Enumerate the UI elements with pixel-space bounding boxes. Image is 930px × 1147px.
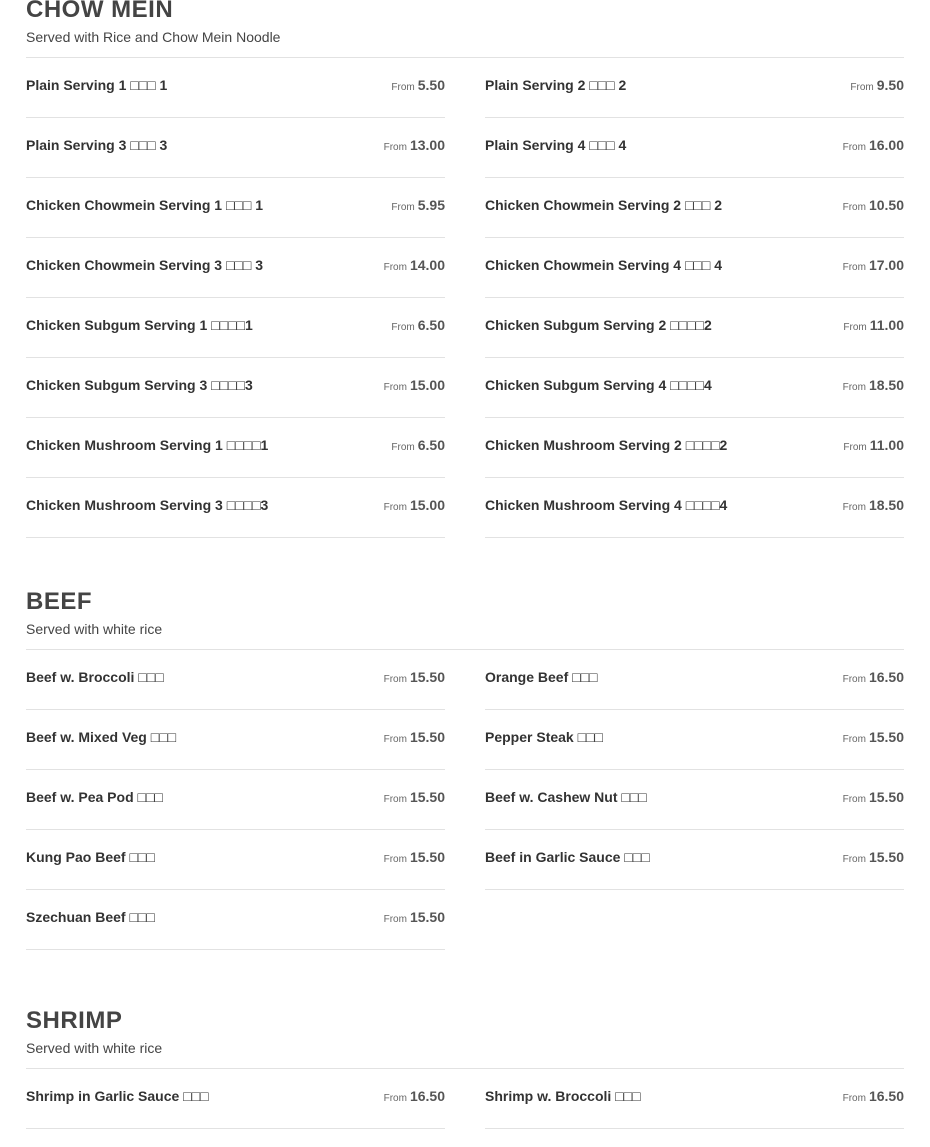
price-from-label: From [383, 1093, 407, 1104]
item-name: Shrimp in Garlic Sauce □□□ [26, 1088, 209, 1104]
menu-item[interactable] [26, 1069, 445, 1129]
menu-item[interactable] [485, 238, 904, 298]
price-value: 15.50 [409, 789, 445, 805]
price-from-label: From [383, 734, 407, 745]
item-price [843, 496, 904, 517]
item-name: Shrimp w. Broccoli □□□ [485, 1088, 641, 1104]
menu-item[interactable] [485, 178, 904, 238]
item-price [843, 788, 904, 809]
section-shrimp [26, 1007, 904, 1129]
item-name: Plain Serving 2 □□□ 2 [485, 77, 627, 93]
menu-grid [26, 58, 904, 538]
item-price [391, 316, 445, 337]
price-from-label: From [383, 382, 407, 393]
item-price [843, 1087, 904, 1108]
price-value: 16.50 [868, 669, 904, 685]
price-from-label: From [842, 794, 866, 805]
menu-item[interactable] [26, 830, 445, 890]
item-name: Chicken Chowmein Serving 1 □□□ 1 [26, 197, 263, 213]
item-name: Pepper Steak □□□ [485, 729, 603, 745]
item-name: Chicken Chowmein Serving 2 □□□ 2 [485, 197, 722, 213]
item-name: Plain Serving 1 □□□ 1 [26, 77, 168, 93]
menu-item[interactable] [26, 478, 445, 538]
price-value: 11.00 [869, 317, 904, 333]
item-price [384, 376, 445, 397]
section-subtitle: Served with white rice [26, 621, 163, 637]
menu-item[interactable] [26, 58, 445, 118]
section-title: BEEF [26, 588, 93, 615]
item-name: Beef w. Broccoli □□□ [26, 669, 164, 685]
item-name: Plain Serving 4 □□□ 4 [485, 137, 627, 153]
menu-item[interactable] [26, 890, 445, 950]
menu-item[interactable] [485, 118, 904, 178]
item-price [384, 496, 445, 517]
item-name: Chicken Mushroom Serving 2 □□□□2 [485, 437, 728, 453]
menu-item[interactable] [26, 358, 445, 418]
price-value: 6.50 [417, 317, 445, 333]
menu-item[interactable] [485, 478, 904, 538]
price-from-label: From [850, 82, 874, 93]
menu-item[interactable] [26, 118, 445, 178]
price-value: 15.50 [868, 849, 904, 865]
item-name: Chicken Subgum Serving 3 □□□□3 [26, 377, 253, 393]
price-from-label: From [383, 854, 407, 865]
price-from-label: From [842, 502, 866, 513]
item-price [843, 256, 904, 277]
item-price [384, 256, 445, 277]
price-from-label: From [842, 1093, 866, 1104]
item-price [391, 196, 445, 217]
menu-grid [26, 1069, 904, 1129]
item-name: Beef w. Pea Pod □□□ [26, 789, 163, 805]
price-value: 15.50 [868, 789, 904, 805]
item-name: Chicken Subgum Serving 1 □□□□1 [26, 317, 253, 333]
price-value: 16.00 [868, 137, 904, 153]
price-value: 5.50 [417, 77, 445, 93]
price-from-label: From [842, 734, 866, 745]
section-subtitle: Served with Rice and Chow Mein Noodle [26, 29, 281, 45]
price-value: 15.50 [409, 849, 445, 865]
item-price [384, 1087, 445, 1108]
item-price [843, 376, 904, 397]
price-value: 6.50 [417, 437, 445, 453]
price-value: 9.50 [876, 77, 904, 93]
price-value: 5.95 [417, 197, 445, 213]
item-name: Beef in Garlic Sauce □□□ [485, 849, 650, 865]
item-name: Kung Pao Beef □□□ [26, 849, 155, 865]
item-name: Chicken Mushroom Serving 3 □□□□3 [26, 497, 269, 513]
price-from-label: From [842, 142, 866, 153]
price-value: 16.50 [409, 1088, 445, 1104]
item-price [843, 196, 904, 217]
price-from-label: From [842, 202, 866, 213]
section-subtitle: Served with white rice [26, 1040, 163, 1056]
price-from-label: From [842, 382, 866, 393]
menu-item[interactable] [485, 418, 904, 478]
price-from-label: From [383, 914, 407, 925]
item-price [391, 436, 445, 457]
section-beef [26, 588, 904, 950]
price-from-label: From [391, 202, 415, 213]
item-name: Chicken Subgum Serving 4 □□□□4 [485, 377, 712, 393]
price-value: 11.00 [869, 437, 904, 453]
price-value: 15.00 [409, 377, 445, 393]
item-price [843, 668, 904, 689]
price-from-label: From [391, 82, 415, 93]
menu-item[interactable] [485, 770, 904, 830]
price-from-label: From [842, 262, 866, 273]
price-value: 13.00 [409, 137, 445, 153]
price-from-label: From [391, 442, 415, 453]
item-price [843, 728, 904, 749]
menu-item[interactable] [485, 298, 904, 358]
menu-item[interactable] [485, 830, 904, 890]
item-price [391, 76, 445, 97]
section-chow-mein [26, 0, 904, 538]
price-value: 15.50 [868, 729, 904, 745]
item-name: Beef w. Cashew Nut □□□ [485, 789, 647, 805]
menu-item[interactable] [26, 238, 445, 298]
price-value: 10.50 [868, 197, 904, 213]
menu-item[interactable] [485, 650, 904, 710]
item-name: Orange Beef □□□ [485, 669, 598, 685]
menu-item[interactable] [485, 58, 904, 118]
menu-item[interactable] [26, 650, 445, 710]
item-price [384, 668, 445, 689]
price-value: 16.50 [868, 1088, 904, 1104]
menu-item[interactable] [26, 418, 445, 478]
item-price [843, 848, 904, 869]
item-price [843, 136, 904, 157]
menu-item[interactable] [26, 298, 445, 358]
item-name: Chicken Mushroom Serving 1 □□□□1 [26, 437, 269, 453]
price-from-label: From [842, 854, 866, 865]
price-value: 15.50 [409, 909, 445, 925]
section-title: CHOW MEIN [26, 0, 174, 23]
price-value: 15.00 [409, 497, 445, 513]
section-title: SHRIMP [26, 1007, 123, 1034]
price-from-label: From [383, 674, 407, 685]
price-from-label: From [383, 794, 407, 805]
price-value: 15.50 [409, 669, 445, 685]
item-name: Plain Serving 3 □□□ 3 [26, 137, 168, 153]
item-price [843, 316, 904, 337]
price-value: 14.00 [409, 257, 445, 273]
menu-item[interactable] [26, 770, 445, 830]
menu-item[interactable] [26, 178, 445, 238]
menu-item[interactable] [485, 358, 904, 418]
item-name: Szechuan Beef □□□ [26, 909, 155, 925]
item-name: Chicken Mushroom Serving 4 □□□□4 [485, 497, 728, 513]
price-value: 18.50 [868, 497, 904, 513]
price-from-label: From [843, 442, 867, 453]
item-price [843, 436, 904, 457]
price-from-label: From [391, 322, 415, 333]
item-price [384, 728, 445, 749]
menu-item[interactable] [485, 710, 904, 770]
item-price [384, 136, 445, 157]
item-name: Chicken Chowmein Serving 3 □□□ 3 [26, 257, 263, 273]
price-from-label: From [383, 142, 407, 153]
item-price [384, 788, 445, 809]
item-name: Beef w. Mixed Veg □□□ [26, 729, 177, 745]
price-value: 18.50 [868, 377, 904, 393]
menu-item[interactable] [485, 1069, 904, 1129]
item-price [384, 908, 445, 929]
price-from-label: From [383, 502, 407, 513]
price-from-label: From [842, 674, 866, 685]
price-from-label: From [383, 262, 407, 273]
menu-grid [26, 650, 904, 950]
item-name: Chicken Subgum Serving 2 □□□□2 [485, 317, 712, 333]
item-price [384, 848, 445, 869]
item-name: Chicken Chowmein Serving 4 □□□ 4 [485, 257, 722, 273]
price-value: 15.50 [409, 729, 445, 745]
menu-item[interactable] [26, 710, 445, 770]
item-price [850, 76, 904, 97]
price-from-label: From [843, 322, 867, 333]
price-value: 17.00 [868, 257, 904, 273]
